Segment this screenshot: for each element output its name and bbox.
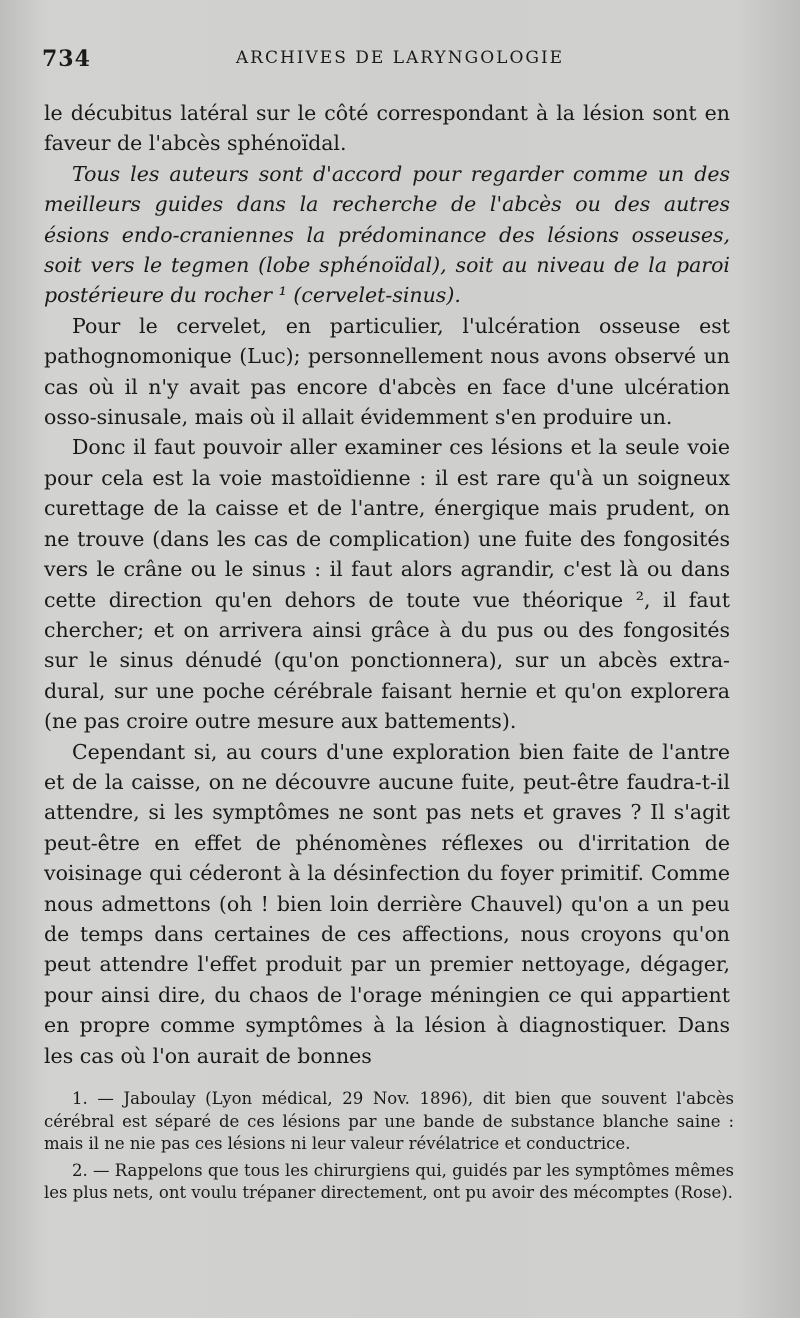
paragraph: Pour le cervelet, en particulier, l'ulcération osseuse est pathognomonique (Luc); personnellement nous avons observé un cas où il n'y avait pas encore d'abcès en face d'une ulcération osso-sinusale, mais où il allait évidemment s'en produire un. (44, 313, 730, 430)
paragraph: Cependant si, au cours d'une exploration bien faite de l'antre et de la caisse, on ne découvre aucune fuite, peut-être faudra-t-il attendre, si les symptômes ne sont pas nets et graves ? Il s'agit peut-être en effet de phénomènes réflexes ou d'irritation de voisinage qui céderont à la désinfection du foyer primitif. Comme nous admettons (oh ! bien loin derrière Chauvel) qu'on a un peu de temps dans certaines de ces affections, nous croyons qu'on peut attendre l'effet produit par un premier nettoyage, dégager, pour ainsi dire, du chaos de l'orage méningien ce qui appartient en propre comme symptômes à la lésion à diagnostiquer. Dans les cas où l'on aurait de bonnes (44, 739, 730, 1068)
paragraph-italic: Tous les auteurs sont d'accord pour regarder comme un des meilleurs guides dans la recherche de l'abcès ou des autres ésions endo-craniennes la prédominance des lésions osseuses, soit vers le tegmen (lobe sphénoïdal), soit au niveau de la paroi postérieure du rocher ¹ (cervelet-sinus). (44, 161, 730, 308)
footnotes (44, 1088, 734, 1209)
footnote: 1. — Jaboulay (Lyon médical, 29 Nov. 1896), dit bien que souvent l'abcès cérébral est séparé de ces lésions par une bande de substance blanche saine : mais il ne nie pas ces lésions ni leur valeur révélatrice et conductrice. (44, 1089, 734, 1154)
footnote: 2. — Rappelons que tous les chirurgiens qui, guidés par les symptômes mêmes les plus nets, ont voulu trépaner directement, ont pu avoir des mécomptes (Rose). (44, 1160, 734, 1203)
main-text (44, 98, 730, 1071)
running-head: ARCHIVES DE LARYNGOLOGIE (235, 48, 565, 68)
page-number: 734 (42, 46, 91, 72)
page-header (40, 46, 760, 76)
paragraph-continuation: le décubitus latéral sur le côté correspondant à la lésion sont en faveur de l'abcès sphénoïdal. (44, 101, 730, 156)
paragraph: Donc il faut pouvoir aller examiner ces lésions et la seule voie pour cela est la voie mastoïdienne : il est rare qu'à un soigneux curettage de la caisse et de l'antre, énergique mais prudent, on ne trouve (dans les cas de complication) une fuite des fongosités vers le crâne ou le sinus : il faut alors agrandir, c'est là ou dans cette direction qu'en dehors de toute vue théorique ², il faut chercher; et on arrivera ainsi grâce à du pus ou des fongosités sur le sinus dénudé (qu'on ponctionnera), sur un abcès extra-dural, sur une poche cérébrale faisant hernie et qu'on explorera (ne pas croire outre mesure aux battements). (44, 435, 730, 734)
